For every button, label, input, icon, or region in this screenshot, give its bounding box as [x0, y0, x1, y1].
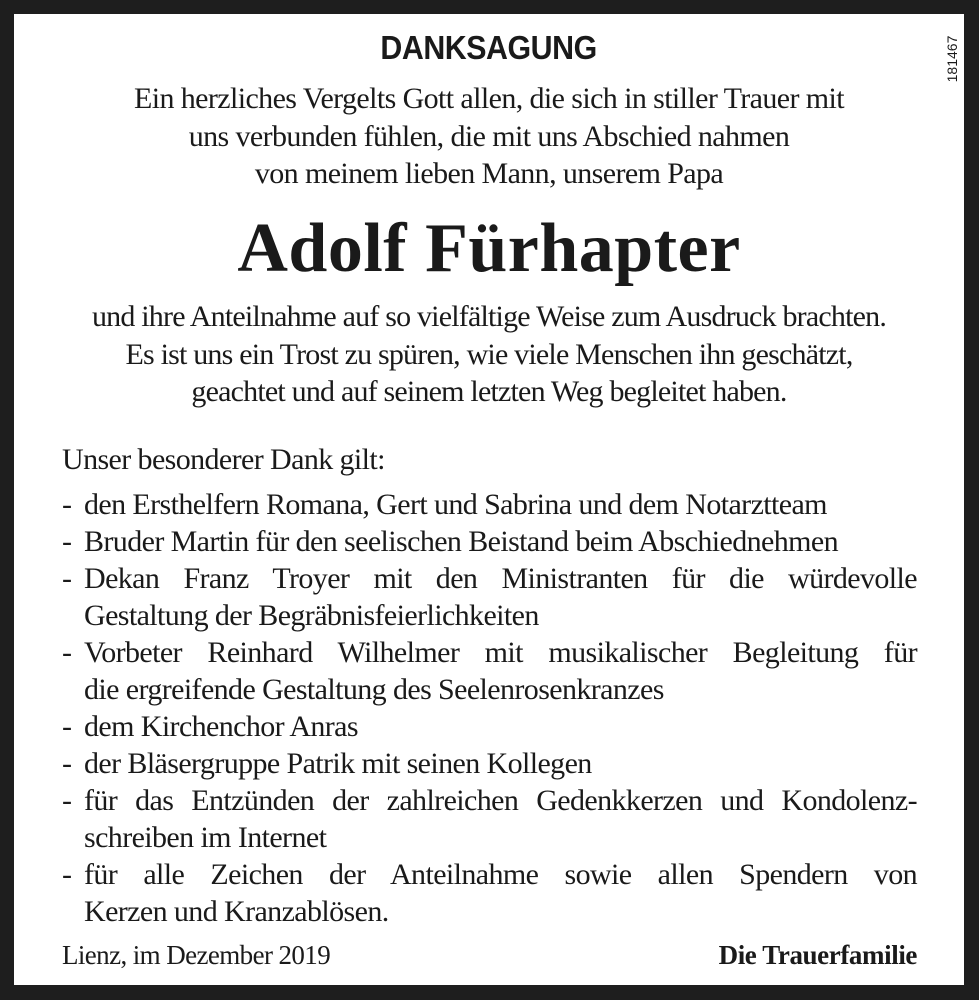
- bullet-dash: -: [62, 636, 72, 669]
- bullet-dash: -: [62, 488, 72, 521]
- intro-paragraph: [14, 80, 964, 193]
- deceased-name: Adolf Fürhapter: [237, 210, 741, 287]
- outro-paragraph: [14, 298, 964, 411]
- list-item-line: für alle Zeichen der Anteilnahme sowie allen Spendern von: [84, 858, 917, 891]
- outro-line: Es ist uns ein Trost zu spüren, wie viele Menschen ihn geschätzt,: [125, 337, 853, 371]
- list-item-line: Kerzen und Kranzablösen.: [84, 895, 389, 928]
- list-item-line: Dekan Franz Troyer mit den Ministranten für die würdevolle: [84, 562, 917, 595]
- list-item-line: Bruder Martin für den seelischen Beistand beim Abschiednehmen: [84, 525, 839, 558]
- outro-line: geachtet und auf seinem letzten Weg begleitet haben.: [191, 375, 787, 408]
- bullet-dash: -: [62, 784, 72, 817]
- bullet-dash: -: [62, 710, 72, 743]
- list-item: [62, 745, 917, 782]
- thanks-intro: Unser besonderer Dank gilt:: [62, 443, 385, 476]
- bullet-dash: -: [62, 747, 72, 780]
- list-item-line: die ergreifende Gestaltung des Seelenrosenkranzes: [84, 673, 664, 706]
- outro-line: und ihre Anteilnahme auf so vielfältige Weise zum Ausdruck brachten.: [91, 300, 887, 333]
- list-item-line: den Ersthelfern Romana, Gert und Sabrina und dem Notarztteam: [84, 488, 827, 521]
- bullet-dash: -: [62, 562, 72, 595]
- obituary-notice: [14, 14, 964, 985]
- intro-line: Ein herzliches Vergelts Gott allen, die sich in stiller Trauer mit: [134, 82, 844, 115]
- list-item: [62, 708, 917, 745]
- list-item-line: für das Entzünden der zahlreichen Gedenkkerzen und Kondolenz-: [84, 784, 917, 817]
- intro-line: uns verbunden fühlen, die mit uns Abschied nahmen: [188, 119, 790, 153]
- bullet-dash: -: [62, 858, 72, 891]
- list-item-line: Gestaltung der Begräbnisfeierlichkeiten: [84, 599, 539, 632]
- thanks-section: [62, 441, 917, 930]
- bullet-dash: -: [62, 525, 72, 558]
- reference-number-text: 181467: [944, 35, 960, 83]
- list-item: [62, 782, 917, 856]
- list-item: [62, 486, 917, 523]
- place-date: Lienz, im Dezember 2019: [62, 940, 331, 970]
- list-item-line: der Bläsergruppe Patrik mit seinen Kollegen: [84, 747, 592, 780]
- list-item-line: dem Kirchenchor Anras: [84, 710, 358, 743]
- list-item: [62, 634, 917, 708]
- list-item: [62, 856, 917, 930]
- list-item: [62, 560, 917, 634]
- intro-line: von meinem lieben Mann, unserem Papa: [254, 157, 724, 190]
- heading-text: DANKSAGUNG: [380, 29, 598, 66]
- list-item-line: Vorbeter Reinhard Wilhelmer mit musikalischer Begleitung für: [84, 636, 917, 669]
- footer: [62, 938, 917, 972]
- heading: [14, 28, 964, 68]
- signature: Die Trauerfamilie: [718, 940, 917, 970]
- list-item-line: schreiben im Internet: [84, 821, 327, 854]
- list-item: [62, 523, 917, 560]
